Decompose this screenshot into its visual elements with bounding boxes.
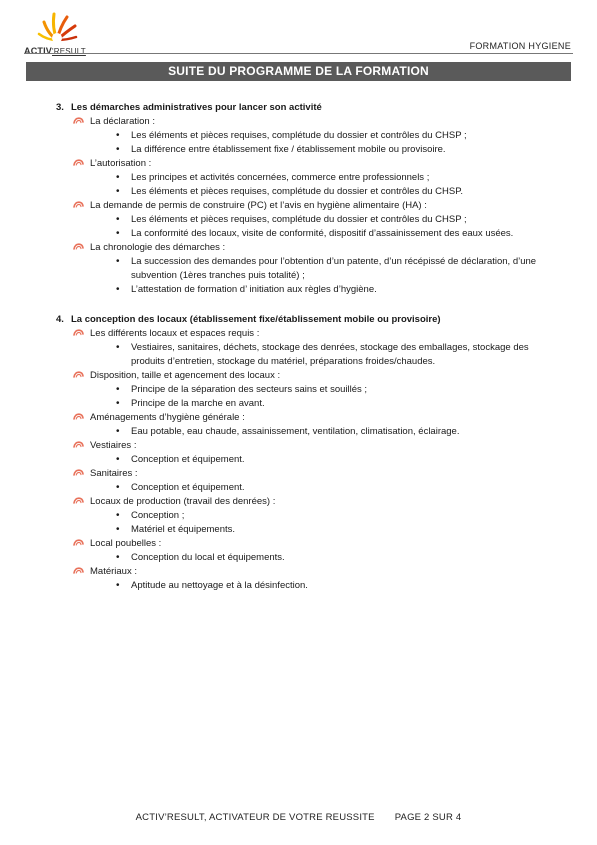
program-item-label: La demande de permis de construire (PC) et l’avis en hygiène alimentaire (HA) : [90,200,427,211]
list-item: • Conception et équipement. [131,453,559,467]
program-item [90,115,597,129]
swirl-bullet-icon [73,537,84,551]
program-item-label: La déclaration : [90,116,155,127]
list-item: • Les principes et activités concernées, commerce entre professionnels ; [131,171,559,185]
list-item: • Principe de la séparation des secteurs sains et souillés ; [131,383,559,397]
swirl-bullet-icon [73,115,84,129]
section-title [56,313,597,327]
program-item [90,327,597,341]
page-header [0,0,597,60]
program-item-label: Disposition, taille et agencement des locaux : [90,370,281,381]
list-item: • La conformité des locaux, visite de conformité, dispositif d’assainissement des eaux usées. [131,227,559,241]
program-item [90,467,597,481]
section-number: 4. [56,314,64,325]
page-number: PAGE 2 SUR 4 [394,812,462,823]
program-item-label: Local poubelles : [90,538,162,549]
swirl-bullet-icon [73,439,84,453]
section-gap [0,297,597,313]
list-item: • Matériel et équipements. [131,523,559,537]
program-item [90,411,597,425]
list-item: • Vestiaires, sanitaires, déchets, stockage des denrées, stockage des emballages, stockage des produits d’entretien, stockage du matériel, préparations froides/chaudes. [131,341,559,369]
swirl-bullet-icon [73,327,84,341]
footer-text: ACTIV’RESULT, ACTIVATEUR DE VOTRE REUSSITE [135,812,375,823]
page-footer [0,812,597,823]
swirl-bullet-icon [73,495,84,509]
program-item-label: Matériaux : [90,566,137,577]
section-number: 3. [56,102,64,113]
list-item: • Aptitude au nettoyage et à la désinfection. [131,579,559,593]
program-item [90,199,597,213]
program-item-label: Sanitaires : [90,468,138,479]
swirl-bullet-icon [73,369,84,383]
list-item: • La différence entre établissement fixe / établissement mobile ou provisoire. [131,143,559,157]
list-item: • Les éléments et pièces requises, complétude du dossier et contrôles du CHSP. [131,185,559,199]
program-item-label: Locaux de production (travail des denrées) : [90,496,276,507]
program-item-label: L’autorisation : [90,158,152,169]
logo-wordmark: ACTIV'RESULT [24,46,86,56]
program-item [90,565,597,579]
swirl-bullet-icon [73,411,84,425]
list-item: • Principe de la marche en avant. [131,397,559,411]
program-item [90,495,597,509]
program-item [90,369,597,383]
program-item-label: La chronologie des démarches : [90,242,226,253]
program-item-label: Les différents locaux et espaces requis : [90,328,260,339]
swirl-bullet-icon [73,467,84,481]
swirl-bullet-icon [73,199,84,213]
list-item: • Les éléments et pièces requises, complétude du dossier et contrôles du CHSP ; [131,129,559,143]
program-content [0,101,597,593]
sun-logo-icon [34,10,80,46]
program-item [90,241,597,255]
program-item-label: Vestiaires : [90,440,137,451]
list-item: • Conception du local et équipements. [131,551,559,565]
list-item: • Eau potable, eau chaude, assainissement, ventilation, climatisation, éclairage. [131,425,559,439]
program-item [90,157,597,171]
section-title-text: La conception des locaux (établissement fixe/établissement mobile ou provisoire) [71,314,441,325]
list-item: • Les éléments et pièces requises, complétude du dossier et contrôles du CHSP ; [131,213,559,227]
swirl-bullet-icon [73,565,84,579]
section-title-text: Les démarches administratives pour lancer son activité [71,102,322,113]
header-divider [24,53,573,54]
swirl-bullet-icon [73,241,84,255]
swirl-bullet-icon [73,157,84,171]
list-item: • Conception et équipement. [131,481,559,495]
program-item-label: Aménagements d’hygiène générale : [90,412,245,423]
header-title: FORMATION HYGIENE [469,41,571,51]
list-item: • L’attestation de formation d’ initiation aux règles d’hygiène. [131,283,559,297]
program-item [90,439,597,453]
section-title [56,101,597,115]
program-item [90,537,597,551]
section-banner: SUITE DU PROGRAMME DE LA FORMATION [26,62,571,81]
list-item: • La succession des demandes pour l’obtention d’un patente, d’un récépissé de déclaration, d’une subvention (1ères tranches puis totalité) ; [131,255,559,283]
company-logo [24,10,94,58]
list-item: • Conception ; [131,509,559,523]
